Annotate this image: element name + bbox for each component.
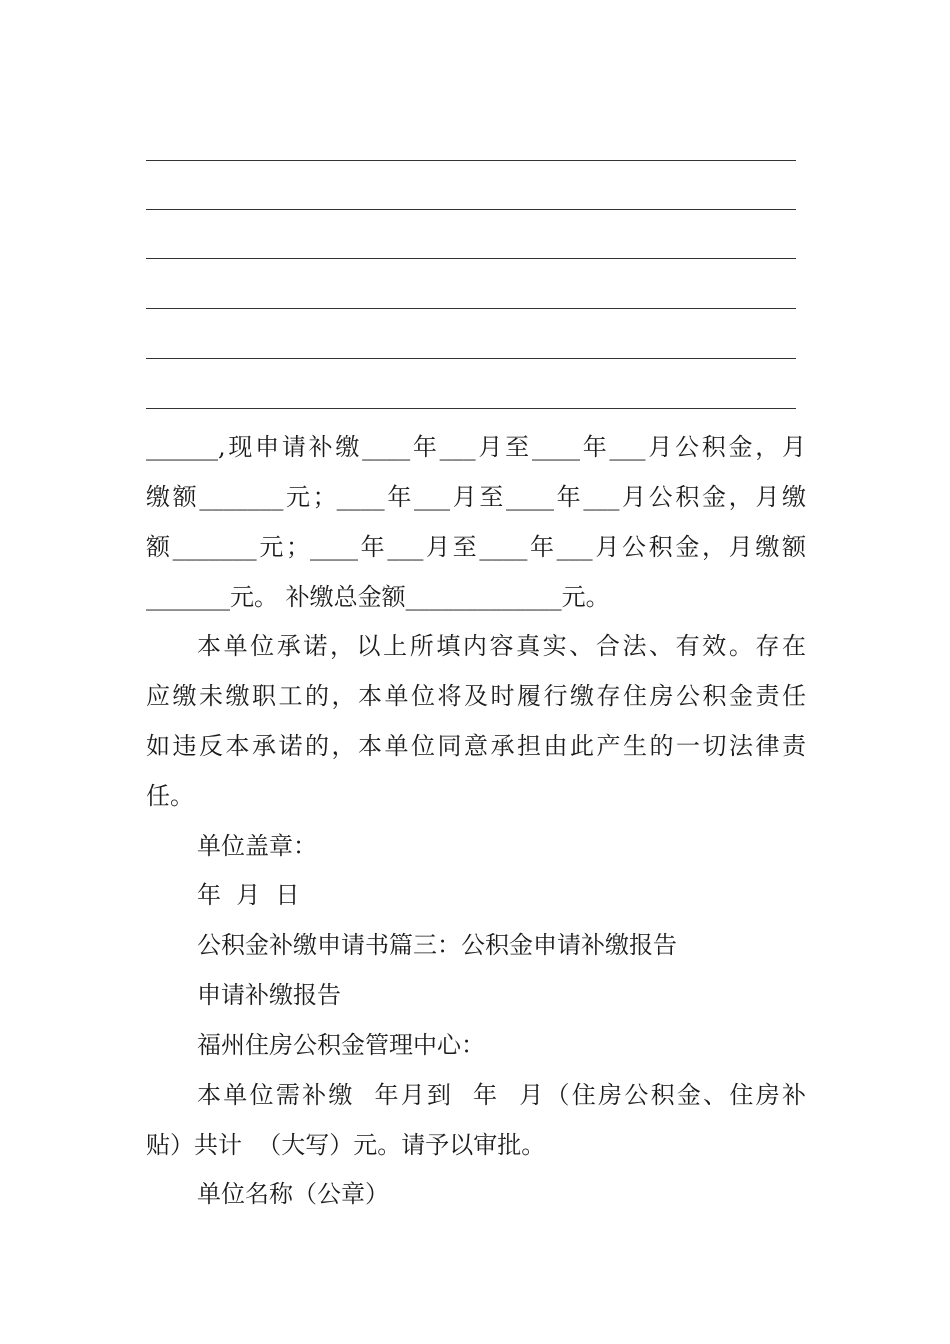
unit-name-label: 单位名称（公章）	[197, 1180, 389, 1208]
blank-line	[146, 308, 796, 309]
commitment-line: 应缴未缴职工的，本单位将及时履行缴存住房公积金责任	[146, 682, 806, 710]
fill-line: ______,现申请补缴____年___月至____年___月公积金，月	[146, 433, 806, 461]
fill-line: _______元。 补缴总金额_____________元。	[146, 583, 610, 611]
request-line: 贴）共计 （大写）元。请予以审批。	[146, 1131, 546, 1159]
addressee: 福州住房公积金管理中心：	[197, 1031, 485, 1059]
blank-line	[146, 358, 796, 359]
blank-line	[146, 160, 796, 161]
fill-line: 缴额_______元；____年___月至____年___月公积金，月缴	[146, 483, 806, 511]
commitment-line: 任。	[146, 782, 194, 810]
blank-line	[146, 258, 796, 259]
blank-line	[146, 408, 796, 409]
commitment-line: 本单位承诺，以上所填内容真实、合法、有效。存在	[197, 632, 806, 660]
report-title: 申请补缴报告	[197, 981, 341, 1009]
request-line: 本单位需补缴 年月到 年 月（住房公积金、住房补	[197, 1081, 806, 1109]
section-heading: 公积金补缴申请书篇三：公积金申请补缴报告	[197, 931, 677, 959]
date-line: 年 月 日	[197, 881, 300, 909]
commitment-line: 如违反本承诺的，本单位同意承担由此产生的一切法律责	[146, 732, 806, 760]
seal-label: 单位盖章：	[197, 832, 317, 860]
fill-line: 额_______元；____年___月至____年___月公积金，月缴额	[146, 533, 806, 561]
blank-line	[146, 209, 796, 210]
